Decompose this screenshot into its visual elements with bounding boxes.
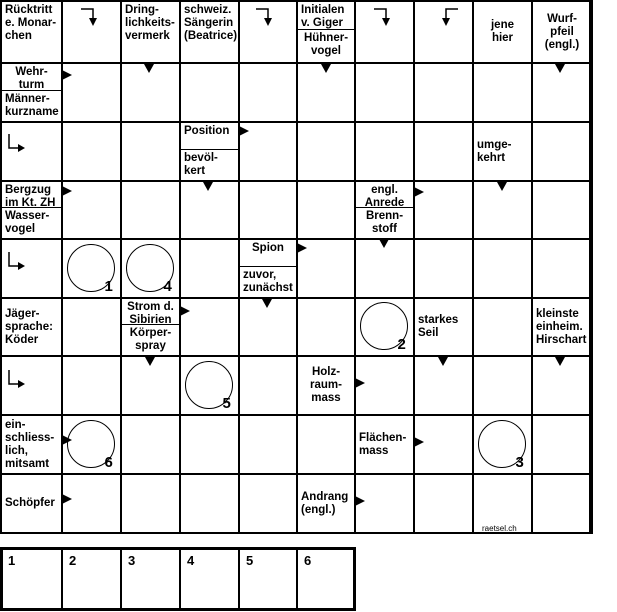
clue-divider	[240, 266, 296, 267]
bent-arrow-icon	[374, 6, 394, 28]
clue-r4c4a	[240, 240, 296, 266]
clue-text: jene hier	[490, 19, 514, 44]
clue-text: kleinste einheim. Hirschart	[536, 307, 587, 346]
bent-arrow-icon	[6, 252, 26, 272]
arrow-down-icon	[262, 299, 272, 309]
clue-r5c7	[415, 299, 472, 355]
solution-box[interactable]: 5	[238, 547, 298, 611]
clue-text: Jäger- sprache: Köder	[5, 307, 53, 346]
clue-divider	[356, 207, 413, 208]
clue-text: zuvor, zunächst	[243, 269, 293, 294]
clue-r7c0	[2, 416, 61, 473]
clue-r5c9	[533, 299, 591, 355]
clue-text: Spion	[252, 242, 284, 254]
clue-text: starkes Seil	[418, 314, 459, 339]
clue-r0c5b	[298, 30, 354, 62]
circle-number: 3	[515, 453, 524, 471]
arrow-right-icon	[414, 437, 424, 447]
solution-box[interactable]: 1	[0, 547, 63, 611]
circle-number: 2	[397, 336, 406, 353]
clue-r0c9	[533, 2, 591, 62]
clue-r0c8	[474, 2, 531, 62]
arrow-down-icon	[203, 182, 213, 192]
clue-text: Wurf- pfeil (engl.)	[544, 12, 580, 51]
solution-box[interactable]: 2	[61, 547, 122, 611]
watermark: raetsel.ch	[482, 524, 517, 533]
clue-text: Holz- raum- mass	[310, 366, 342, 404]
clue-r3c0b	[2, 208, 61, 238]
clue-text: Wasser- vogel	[5, 210, 50, 235]
clue-divider	[2, 207, 61, 208]
clue-r1c0a	[2, 64, 61, 90]
clue-r0c3	[181, 2, 238, 62]
arrow-right-icon	[180, 306, 190, 316]
clue-divider	[122, 324, 179, 325]
clue-r2c3a	[181, 123, 238, 149]
bent-arrow-icon	[442, 6, 462, 28]
clue-r4c4b	[240, 267, 296, 297]
circle-number: 4	[163, 277, 172, 295]
clue-text: Schöpfer	[5, 497, 55, 509]
arrow-right-icon	[62, 494, 72, 504]
clue-divider	[181, 149, 238, 150]
clue-text: Wehr- turm	[15, 66, 48, 90]
clue-text: Männer- kurzname	[5, 93, 59, 118]
clue-text: ein- schliess- lich, mitsamt	[5, 418, 55, 470]
clue-text: Flächen- mass	[359, 431, 407, 457]
arrow-down-icon	[497, 182, 507, 192]
clue-r3c6a	[356, 182, 413, 207]
arrow-down-icon	[555, 64, 565, 74]
circle-number: 1	[104, 277, 113, 295]
clue-r2c3b	[181, 150, 238, 180]
arrow-right-icon	[297, 243, 307, 253]
bent-arrow-icon	[6, 134, 26, 154]
clue-divider	[2, 90, 61, 91]
clue-r0c2	[122, 2, 179, 62]
arrow-right-icon	[62, 70, 72, 80]
clue-r5c2b	[122, 325, 179, 355]
solution-frame	[0, 547, 356, 611]
bent-arrow-icon	[6, 370, 26, 390]
arrow-down-icon	[144, 64, 154, 74]
clue-text: Körper- spray	[129, 327, 172, 352]
clue-text: Brenn- stoff	[365, 210, 404, 235]
arrow-right-icon	[239, 126, 249, 136]
clue-text: Dring- lichkeits- vermerk	[125, 4, 175, 42]
arrow-down-icon	[379, 239, 389, 249]
clue-r5c2a	[122, 299, 179, 324]
clue-r8c0	[2, 475, 61, 532]
clue-text: schweiz. Sängerin (Beatrice)	[184, 4, 238, 42]
arrow-right-icon	[414, 187, 424, 197]
clue-r3c0a	[2, 182, 61, 207]
arrow-down-icon	[438, 357, 448, 367]
clue-text: Andrang (engl.)	[301, 490, 349, 516]
bent-arrow-icon	[81, 6, 101, 28]
clue-r5c0	[2, 299, 61, 355]
arrow-right-icon	[355, 496, 365, 506]
clue-r1c0b	[2, 91, 61, 121]
clue-r0c0	[2, 2, 61, 62]
arrow-down-icon	[145, 357, 155, 367]
clue-divider	[298, 29, 354, 30]
clue-text: Hühner- vogel	[303, 32, 349, 57]
clue-r8c5	[298, 475, 354, 532]
clue-r6c5	[298, 357, 354, 414]
clue-text: bevöl- kert	[184, 152, 218, 177]
clue-r3c6b	[356, 208, 413, 238]
clue-r0c5a	[298, 2, 354, 29]
solution-box[interactable]: 6	[296, 547, 356, 611]
solution-box[interactable]: 4	[179, 547, 240, 611]
clue-text: Rücktritt e. Monar- chen	[5, 4, 57, 42]
arrow-down-icon	[321, 64, 331, 74]
bent-arrow-icon	[256, 6, 276, 28]
circle-number: 5	[222, 394, 231, 412]
arrow-right-icon	[355, 378, 365, 388]
clue-text: Strom d. Sibirien	[127, 301, 174, 324]
circle-number: 6	[104, 453, 113, 471]
solution-box[interactable]: 3	[120, 547, 181, 611]
clue-text: Bergzug im Kt. ZH	[5, 184, 56, 207]
clue-text: umge- kehrt	[477, 138, 512, 164]
clue-text: Position	[184, 125, 230, 137]
clue-text: Initialen v. Giger	[301, 4, 345, 29]
clue-r2c8	[474, 123, 531, 180]
arrow-right-icon	[62, 186, 72, 196]
arrow-down-icon	[555, 357, 565, 367]
clue-r7c6	[356, 416, 413, 473]
clue-text: engl. Anrede	[364, 184, 405, 207]
